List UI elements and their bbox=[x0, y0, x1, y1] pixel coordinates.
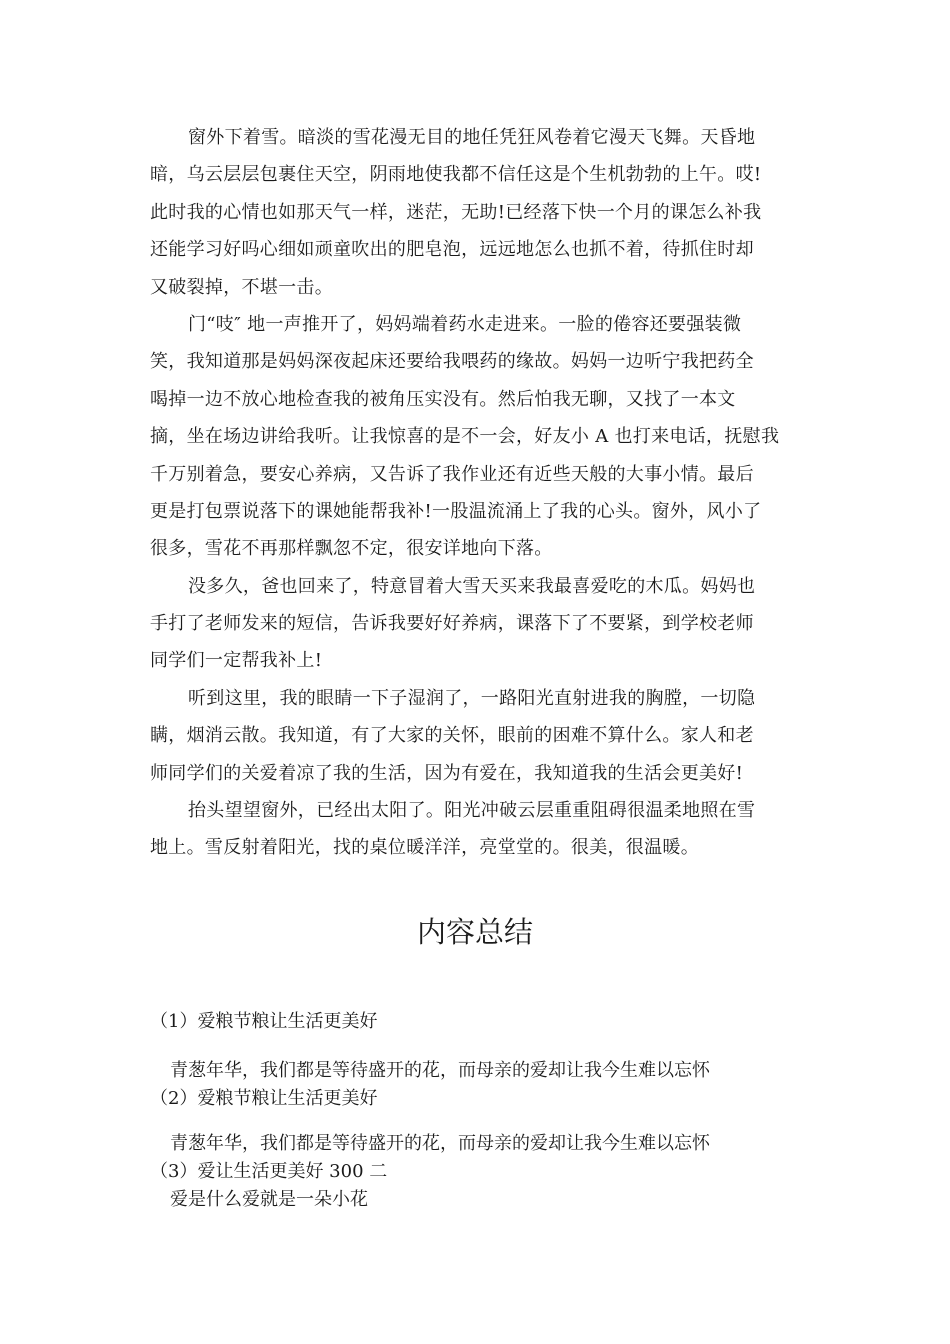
article-body bbox=[150, 119, 800, 867]
summary-title: 内容总结 bbox=[416, 915, 533, 949]
text-line: 摘，坐在场边讲给我听。让我惊喜的是不一会，好友小 A 也打来电话，抚慰我 bbox=[150, 426, 780, 448]
text-line: 还能学习好吗心细如顽童吹出的肥皂泡，远远地怎么也抓不着，待抓住时却 bbox=[150, 239, 754, 261]
text-line: 此时我的心情也如那天气一样，迷茫，无助!已经落下快一个月的课怎么补我 bbox=[150, 201, 762, 223]
text-line: 地上。雪反射着阳光，找的桌位暖洋洋，亮堂堂的。很美，很温暖。 bbox=[150, 837, 699, 859]
text-line: 很多，雪花不再那样飘忽不定，很安详地向下落。 bbox=[150, 538, 553, 560]
text-line: 瞒，烟消云散。我知道，有了大家的关怀，眼前的困难不算什么。家人和老 bbox=[150, 725, 754, 747]
summary-item-heading[interactable]: （2）爱粮节粮让生活更美好 bbox=[150, 1088, 378, 1109]
text-line: 喝掉一边不放心地检查我的被角压实没有。然后怕我无聊，又找了一本文 bbox=[150, 388, 736, 410]
text-line: 笑，我知道那是妈妈深夜起床还要给我喂药的缘故。妈妈一边听宁我把药全 bbox=[150, 351, 754, 373]
text-line: 更是打包票说落下的课她能帮我补!一股温流涌上了我的心头。窗外，风小了 bbox=[150, 500, 762, 522]
summary-item-heading[interactable]: （1）爱粮节粮让生活更美好 bbox=[150, 1011, 378, 1032]
text-line: 千万别着急，要安心养病，又告诉了我作业还有近些天般的大事小情。最后 bbox=[150, 463, 754, 485]
summary-item-description: 青葱年华，我们都是等待盛开的花，而母亲的爱却让我今生难以忘怀 bbox=[170, 1133, 710, 1154]
text-line: 手打了老师发来的短信，告诉我要好好养病，课落下了不要紧，到学校老师 bbox=[150, 613, 754, 635]
text-line: 窗外下着雪。暗淡的雪花漫无目的地任凭狂风卷着它漫天飞舞。天昏地 bbox=[188, 127, 756, 148]
text-line: 抬头望望窗外，已经出太阳了。阳光冲破云层重重阻碍很温柔地照在雪 bbox=[188, 800, 756, 822]
text-line: 同学们一定帮我补上! bbox=[150, 650, 323, 672]
text-line: 没多久，爸也回来了，特意冒着大雪天买来我最喜爱吃的木瓜。妈妈也 bbox=[188, 575, 756, 597]
summary-item-heading[interactable]: （3）爱让生活更美好 300 二 bbox=[150, 1161, 388, 1182]
summary-item bbox=[150, 1008, 830, 1036]
summary-item bbox=[150, 1130, 830, 1214]
text-line: 门“吱″ 地一声推开了，妈妈端着药水走进来。一脸的倦容还要强装微 bbox=[188, 313, 742, 335]
summary-item-description: 青葱年华，我们都是等待盛开的花，而母亲的爱却让我今生难以忘怀 bbox=[170, 1060, 710, 1081]
summary-item bbox=[150, 1057, 830, 1113]
text-line: 暗，乌云层层包裹住天空，阴雨地使我都不信任这是个生机勃勃的上午。哎! bbox=[150, 164, 762, 186]
summary-item-description: 爱是什么爱就是一朵小花 bbox=[170, 1189, 368, 1210]
text-line: 又破裂掉，不堪一击。 bbox=[150, 276, 333, 298]
text-line: 师同学们的关爱着凉了我的生活，因为有爱在，我知道我的生活会更美好! bbox=[150, 762, 744, 784]
text-line: 听到这里，我的眼睛一下子湿润了，一路阳光直射进我的胸膛，一切隐 bbox=[188, 687, 756, 709]
